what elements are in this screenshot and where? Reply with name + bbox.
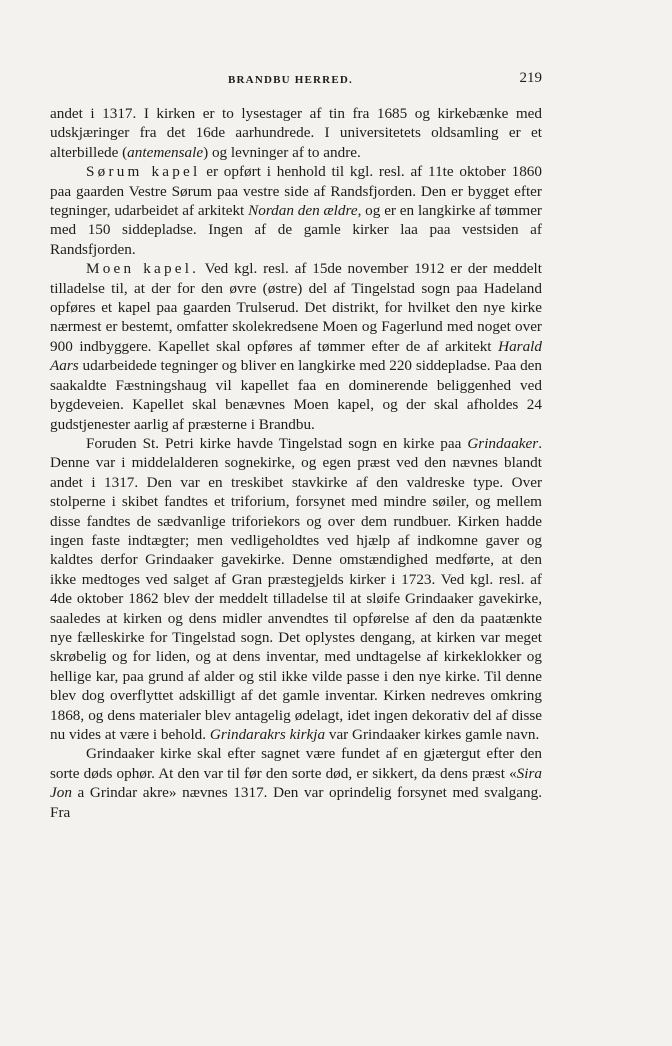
page-number: 219: [519, 70, 542, 86]
text-run: . Denne var i middelalderen sognekirke, og egen præst ved den nævnes blandt andet i 1317. Den var en treskibet stavkirke af den valdreske type. Over stolperne i skibet fandtes et triforium, forsynet med mindre søiler, og mellem disse fandtes de sædvanlige triforiekors og over dem rundbuer. Kirken hadde ingen faste indtægter; men vedligeholdtes ved hjælp af indkomne gaver og kaldtes derfor Grindaaker gavekirke. Denne omstændighed medførte, at den ikke medtoges ved salget af Gran præstegjelds kirker i 1723. Ved kgl. resl. af 4de oktober 1862 blev der meddelt tilladelse til at sløife Grindaaker gavekirke, saaledes at kirken og dens midler anvendtes til opførelse af den da paatænkte nye fælleskirke for Tingelstad sogn. Det oplystes dengang, at kirken var meget skrøbelig og for liden, og at dens inventar, med undtagelse af kirkeklokker og hellige kar, paa grund af alder og stil ikke vilde passe i den nye kirke. Til denne blev dog overflyttet adskilligt af det gamle inventar. Kirken nedreves omkring 1868, og dens materialer blev antagelig ødelagt, idet ingen dekorativ del af disse nu vides at være i behold.: [50, 434, 542, 743]
section-lead: Moen kapel.: [86, 260, 200, 278]
text-run: Ved kgl. resl. af 15de november 1912 er der meddelt tilladelse til, at der for den øvre (østre) del af Tingelstad sogn paa Hadeland opføres et kapel paa gaarden Trulserud. Det distrikt, for hvilket den nye kirke nærmest er bestemt, omfatter skolekredsene Moen og Fagerlund med noget over 900 indbyggere. Kapellet skal opføres af tømmer efter de af arkitekt: [50, 260, 542, 355]
italic-term: antemensale: [127, 143, 204, 161]
text-run: udarbeidede tegninger og bliver en langkirke med 220 siddepladse. Paa den saakaldte Fæstningshaug vil kapellet faa en dominerende beliggenhed ved bygdeveien. Kapellet skal benævnes Moen kapel, og der skal afholdes 24 gudstjenester aarlig af præsterne i Brandbu.: [50, 357, 542, 433]
italic-term: Grindaaker: [467, 434, 539, 452]
text-run: Foruden St. Petri kirke havde Tingelstad sogn en kirke paa: [86, 434, 468, 452]
section-lead: Sørum kapel: [86, 163, 201, 181]
text-run: a Grindar akre» nævnes 1317. Den var oprindelig forsynet med svalgang. Fra: [50, 784, 542, 821]
text-run: Grindaaker kirke skal efter sagnet være fundet af en gjætergut efter den sorte døds ophør. At den var til før den sorte død, er sikkert, da dens præst «: [50, 745, 542, 782]
paragraph-3: [50, 259, 542, 434]
italic-term: Harald Aars: [50, 337, 542, 375]
italic-term: Grindarakrs kirkja: [209, 726, 326, 743]
italic-term: Sira Jon: [50, 764, 542, 802]
body-text: [50, 104, 542, 822]
paragraph-5: [50, 744, 542, 822]
paragraph-1: [50, 104, 542, 162]
text-run: ) og levninger af to andre.: [203, 143, 361, 161]
paragraph-4: [50, 434, 542, 745]
italic-term: Nordan den ældre: [248, 202, 358, 220]
text-run: var Grindaaker kirkes gamle navn.: [325, 726, 540, 743]
page-header: [50, 70, 542, 90]
paragraph-2: [50, 162, 542, 259]
text-run: er opført i henhold til kgl. resl. af 11te oktober 1860 paa gaarden Vestre Sørum paa vestre side af Randsfjorden. Den er bygget efter tegninger, udarbeidet af arkitekt: [50, 163, 542, 220]
text-run: , og er en langkirke af tømmer med 150 siddepladse. Ingen af de gamle kirker laa paa vestsiden af Randsfjorden.: [50, 202, 542, 258]
running-title: BRANDBU HERRED.: [228, 74, 353, 86]
text-run: andet i 1317. I kirken er to lysestager af tin fra 1685 og kirkebænke med udskjæringer fra det 16de aarhundrede. I universitetets oldsamling er et alterbillede (: [50, 105, 542, 161]
